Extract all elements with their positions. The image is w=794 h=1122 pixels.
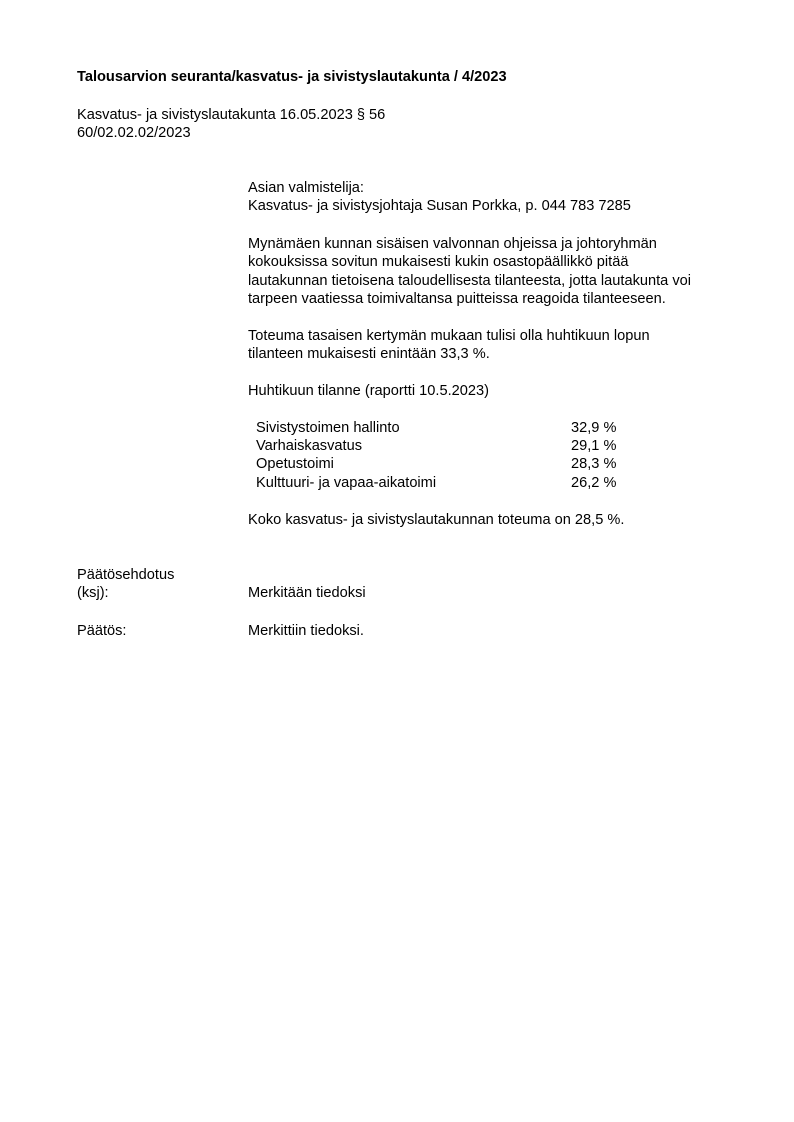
status-row-value: 29,1 % <box>571 438 617 454</box>
preparer-label: Asian valmistelija: <box>248 180 364 196</box>
proposal-label-sub: (ksj): <box>77 585 109 601</box>
paragraph-line: kokouksissa sovitun mukaisesti kukin osastopäällikkö pitää <box>248 254 629 271</box>
status-row-label: Sivistystoimen hallinto <box>256 420 400 436</box>
paragraph-internal-control <box>248 235 738 309</box>
proposal-label: Päätösehdotus <box>77 567 175 583</box>
meeting-line: Kasvatus- ja sivistyslautakunta 16.05.2023 § 56 <box>77 107 386 123</box>
paragraph-line: tilanteen mukaisesti enintään 33,3 %. <box>248 346 490 363</box>
decision-label: Päätös: <box>77 623 127 639</box>
status-row-label: Opetustoimi <box>256 456 334 472</box>
paragraph-target <box>248 327 738 364</box>
decision-text: Merkittiin tiedoksi. <box>248 623 364 639</box>
status-row-value: 28,3 % <box>571 456 617 472</box>
status-row-label: Kulttuuri- ja vapaa-aikatoimi <box>256 475 437 491</box>
proposal-text: Merkitään tiedoksi <box>248 585 366 601</box>
document-title: Talousarvion seuranta/kasvatus- ja sivistyslautakunta / 4/2023 <box>77 69 507 85</box>
paragraph-line: Toteuma tasaisen kertymän mukaan tulisi olla huhtikuun lopun <box>248 328 650 344</box>
reference-number: 60/02.02.02/2023 <box>77 125 191 141</box>
status-heading: Huhtikuun tilanne (raportti 10.5.2023) <box>248 383 489 399</box>
paragraph-line: tarpeen vaatiessa toimivaltansa puitteissa reagoida tilanteeseen. <box>248 291 666 308</box>
preparer-name: Kasvatus- ja sivistysjohtaja Susan Porkka, p. 044 783 7285 <box>248 198 631 214</box>
paragraph-line: Mynämäen kunnan sisäisen valvonnan ohjeissa ja johtoryhmän <box>248 236 657 252</box>
status-row-value: 32,9 % <box>571 420 617 436</box>
total-line: Koko kasvatus- ja sivistyslautakunnan toteuma on 28,5 %. <box>248 512 625 528</box>
status-row-value: 26,2 % <box>571 475 617 491</box>
status-row-label: Varhaiskasvatus <box>256 438 362 454</box>
paragraph-line: lautakunnan tietoisena taloudellisesta tilanteesta, jotta lautakunta voi <box>248 272 691 289</box>
